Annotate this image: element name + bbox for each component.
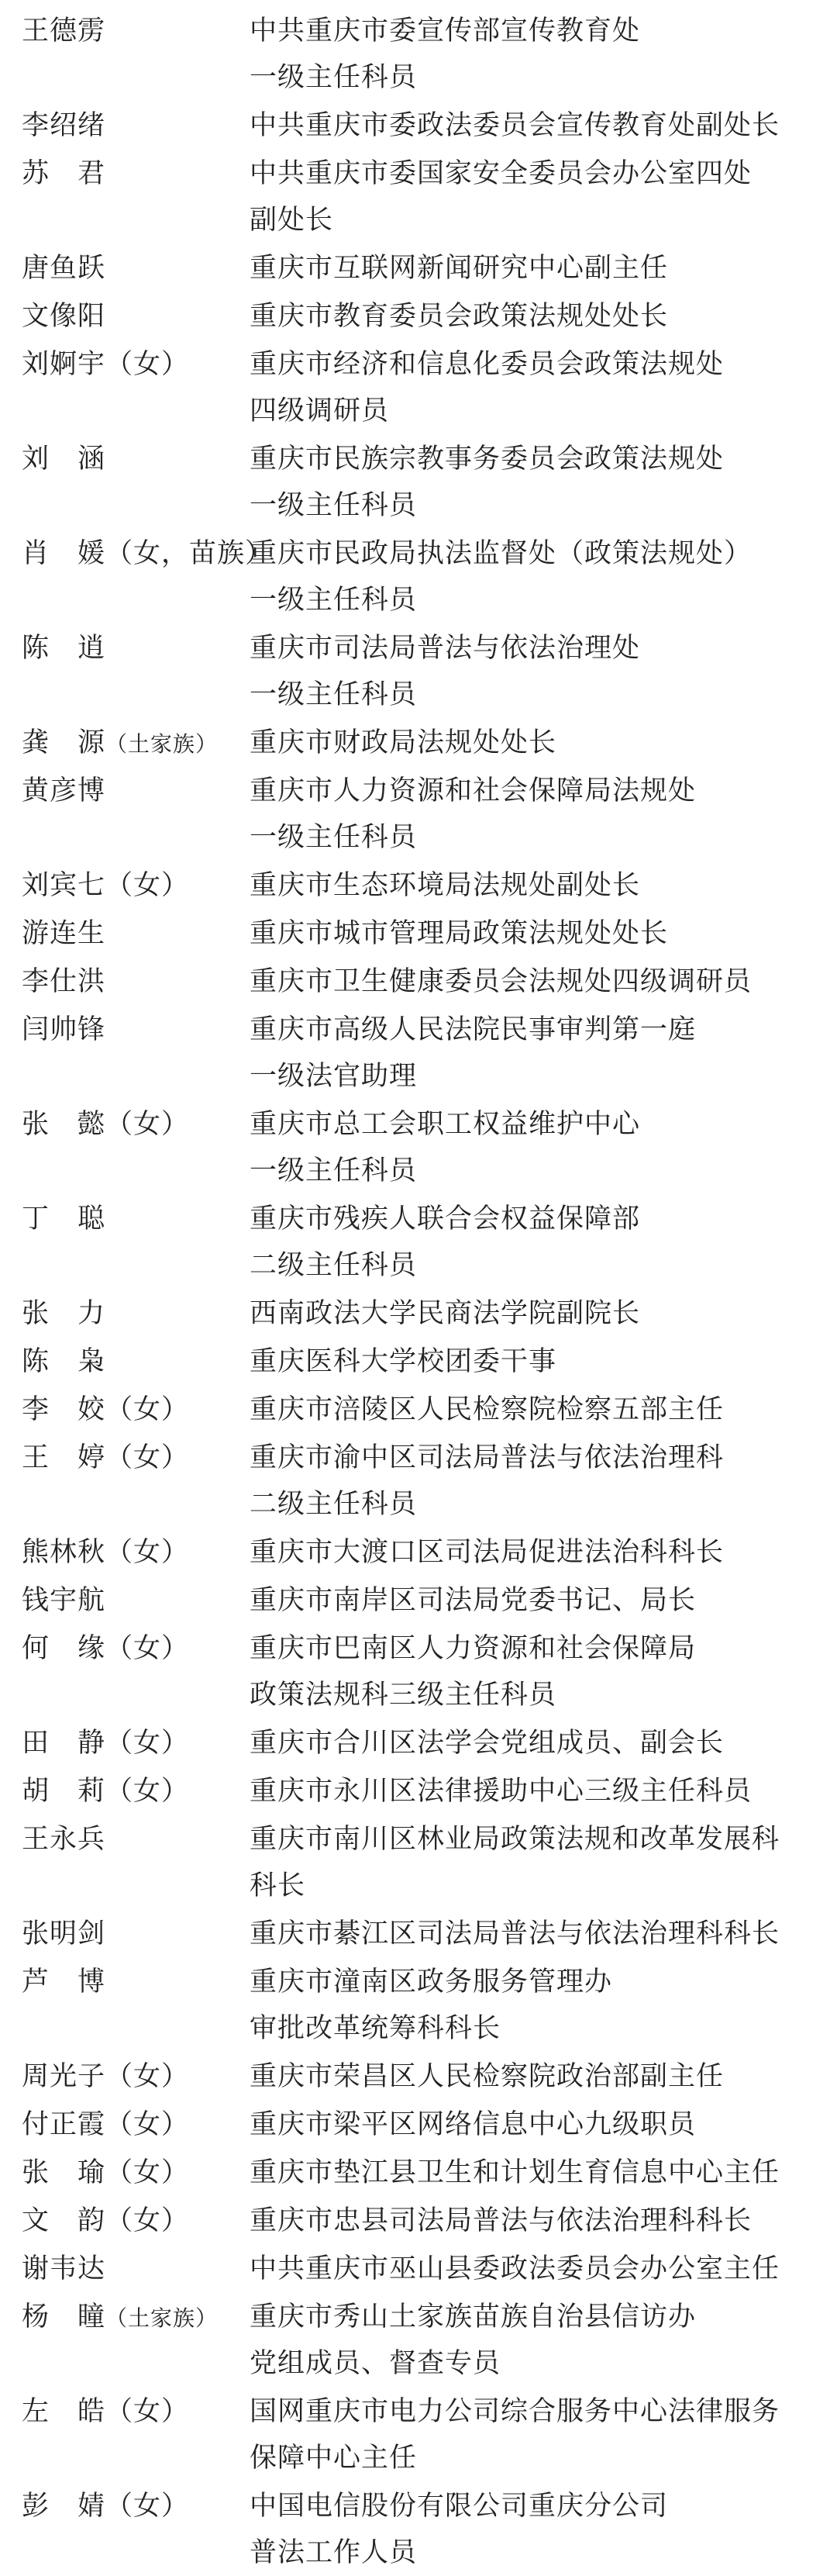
position-line: 重庆市大渡口区司法局促进法治科科长 <box>250 1537 725 1568</box>
person-position <box>250 1577 823 1624</box>
position-line: 重庆市财政局法规处处长 <box>250 727 557 758</box>
person-position <box>250 910 823 957</box>
person-name-text: 闫帅锋 <box>22 1014 106 1045</box>
person-position <box>250 245 823 292</box>
person-name <box>22 150 105 197</box>
person-position <box>250 2294 823 2387</box>
position-line: 副处长 <box>250 205 334 236</box>
person-position <box>250 1101 823 1194</box>
list-item <box>0 625 837 718</box>
person-name <box>22 1959 105 2005</box>
position-line: 重庆市秀山土家族苗族自治县信访办 <box>250 2301 697 2333</box>
position-line: 一级主任科员 <box>250 679 418 710</box>
position-line: 重庆市巴南区人力资源和社会保障局 <box>250 1633 697 1664</box>
position-line: 政策法规科三级主任科员 <box>250 1680 557 1711</box>
person-position <box>250 293 823 340</box>
person-note: （女，苗族） <box>105 538 274 569</box>
position-line: 重庆市经济和信息化委员会政策法规处 <box>250 349 725 380</box>
person-name <box>22 1007 105 1053</box>
person-name <box>22 341 189 388</box>
position-line: 重庆市人力资源和社会保障局法规处 <box>250 775 697 806</box>
list-item <box>0 1338 837 1385</box>
list-item <box>0 1720 837 1766</box>
person-name-text: 丁 聪 <box>22 1203 106 1234</box>
list-item <box>0 1290 837 1337</box>
person-name-text: 李 姣 <box>22 1394 106 1425</box>
position-line: 四级调研员 <box>250 395 390 426</box>
list-item <box>0 1816 837 1909</box>
list-item <box>0 530 837 623</box>
list-item <box>0 1007 837 1100</box>
person-name <box>22 1290 105 1337</box>
person-name <box>22 245 105 292</box>
person-position <box>250 1386 823 1433</box>
person-name-text: 左 皓 <box>22 2396 106 2427</box>
person-name-text: 熊林秋 <box>22 1537 106 1568</box>
position-line: 重庆市总工会职工权益维护中心 <box>250 1109 641 1140</box>
person-position <box>250 102 823 149</box>
person-position <box>250 1816 823 1909</box>
position-line: 重庆市残疾人联合会权益保障部 <box>250 1203 641 1234</box>
person-name-text: 钱宇航 <box>22 1585 106 1616</box>
list-item <box>0 341 837 434</box>
person-name-text: 陈 枭 <box>22 1346 106 1377</box>
person-note: （女） <box>105 1109 190 1140</box>
person-name-text: 芦 博 <box>22 1967 106 1998</box>
person-position <box>250 1911 823 1957</box>
person-name-text: 胡 莉 <box>22 1776 106 1807</box>
position-line: 重庆医科大学校团委干事 <box>250 1346 557 1377</box>
position-line: 重庆市梁平区网络信息中心九级职员 <box>250 2109 697 2140</box>
list-item <box>0 2246 837 2292</box>
person-note: （女） <box>105 1537 190 1568</box>
person-position <box>250 2483 823 2576</box>
list-item <box>0 1959 837 2052</box>
position-line: 重庆市綦江区司法局普法与依法治理科科长 <box>250 1918 780 1949</box>
person-note: （女） <box>105 1394 190 1425</box>
person-name <box>22 2053 189 2100</box>
position-line: 重庆市南岸区司法局党委书记、局长 <box>250 1585 697 1616</box>
position-line: 二级主任科员 <box>250 1250 418 1281</box>
list-item <box>0 910 837 957</box>
person-name <box>22 293 105 340</box>
list-item <box>0 245 837 292</box>
person-name <box>22 1196 105 1242</box>
person-position <box>250 1529 823 1576</box>
list-item <box>0 958 837 1005</box>
position-line: 一级主任科员 <box>250 822 418 853</box>
person-note: （女） <box>105 2396 190 2427</box>
position-line: 重庆市潼南区政务服务管理办 <box>250 1967 613 1998</box>
list-item <box>0 1768 837 1815</box>
person-name <box>22 625 105 672</box>
person-position <box>250 1768 823 1815</box>
person-position <box>250 1720 823 1766</box>
position-line: 一级法官助理 <box>250 1061 418 1092</box>
position-line: 重庆市合川区法学会党组成员、副会长 <box>250 1728 725 1759</box>
person-name <box>22 436 105 482</box>
position-line: 重庆市永川区法律援助中心三级主任科员 <box>250 1776 753 1807</box>
person-note: （女） <box>105 2491 190 2522</box>
person-note: （女） <box>105 1633 190 1664</box>
person-name <box>22 1911 105 1957</box>
person-name-text: 文 韵 <box>22 2205 106 2236</box>
position-line: 中共重庆市委政法委员会宣传教育处副处长 <box>250 110 780 141</box>
person-position <box>250 8 823 101</box>
list-item <box>0 2053 837 2100</box>
position-line: 重庆市卫生健康委员会法规处四级调研员 <box>250 966 753 997</box>
person-position <box>250 436 823 529</box>
list-item <box>0 720 837 766</box>
position-line: 一级主任科员 <box>250 585 418 616</box>
person-name <box>22 2388 189 2435</box>
position-line: 国网重庆市电力公司综合服务中心法律服务 <box>250 2396 780 2427</box>
person-name <box>22 1338 105 1385</box>
position-line: 中国电信股份有限公司重庆分公司 <box>250 2491 669 2522</box>
position-line: 中共重庆市委宣传部宣传教育处 <box>250 16 641 47</box>
list-item <box>0 1625 837 1718</box>
position-line: 二级主任科员 <box>250 1489 418 1520</box>
position-line: 中共重庆市巫山县委政法委员会办公室主任 <box>250 2253 780 2284</box>
person-name-text: 田 静 <box>22 1728 106 1759</box>
person-position <box>250 1435 823 1528</box>
position-line: 保障中心主任 <box>250 2443 418 2474</box>
list-item <box>0 2294 837 2387</box>
person-name <box>22 102 105 149</box>
person-name-text: 刘宾七 <box>22 870 106 901</box>
person-name-text: 文像阳 <box>22 301 106 332</box>
person-name <box>22 1768 189 1815</box>
person-note: （女） <box>105 1776 190 1807</box>
position-line: 中共重庆市委国家安全委员会办公室四处 <box>250 158 753 189</box>
person-position <box>250 1625 823 1718</box>
list-item <box>0 8 837 101</box>
person-note: （女） <box>105 2205 190 2236</box>
person-position <box>250 2388 823 2481</box>
person-note: （女） <box>105 1442 190 1473</box>
list-item <box>0 1101 837 1194</box>
person-name <box>22 1577 105 1624</box>
person-name <box>22 2294 218 2342</box>
list-item <box>0 2483 837 2576</box>
position-line: 重庆市互联网新闻研究中心副主任 <box>250 253 669 284</box>
person-position <box>250 1338 823 1385</box>
person-name <box>22 1529 189 1576</box>
person-name-text: 张明剑 <box>22 1918 106 1949</box>
person-position <box>250 2101 823 2148</box>
person-position <box>250 2198 823 2244</box>
list-item <box>0 293 837 340</box>
person-name-text: 张 力 <box>22 1298 106 1329</box>
person-name <box>22 910 105 957</box>
list-item <box>0 1577 837 1624</box>
person-name <box>22 862 189 909</box>
person-name-text: 苏 君 <box>22 158 106 189</box>
position-line: 重庆市城市管理局政策法规处处长 <box>250 918 669 949</box>
person-name-text: 游连生 <box>22 918 106 949</box>
person-name-text: 唐鱼跃 <box>22 253 106 284</box>
person-position <box>250 720 823 766</box>
position-line: 重庆市高级人民法院民事审判第一庭 <box>250 1014 697 1045</box>
position-line: 重庆市垫江县卫生和计划生育信息中心主任 <box>250 2157 780 2188</box>
person-position <box>250 2246 823 2292</box>
position-line: 普法工作人员 <box>250 2537 418 2568</box>
person-name-text: 彭 婧 <box>22 2491 106 2522</box>
person-name <box>22 768 105 814</box>
person-name <box>22 1435 189 1481</box>
list-item <box>0 436 837 529</box>
position-line: 重庆市渝中区司法局普法与依法治理科 <box>250 1442 725 1473</box>
person-name <box>22 530 273 577</box>
list-item <box>0 2388 837 2481</box>
position-line: 党组成员、督查专员 <box>250 2348 501 2379</box>
list-item <box>0 2150 837 2196</box>
person-name-text: 李绍绪 <box>22 110 106 141</box>
list-item <box>0 1435 837 1528</box>
position-line: 一级主任科员 <box>250 490 418 521</box>
person-name-text: 杨 瞳 <box>22 2301 106 2333</box>
position-line: 重庆市涪陵区人民检察院检察五部主任 <box>250 1394 725 1425</box>
list-item <box>0 862 837 909</box>
person-name-text: 刘婀宇 <box>22 349 106 380</box>
person-name <box>22 2150 189 2196</box>
person-note: （土家族） <box>105 2305 219 2331</box>
list-item <box>0 1529 837 1576</box>
person-position <box>250 1196 823 1289</box>
person-name-text: 张 瑜 <box>22 2157 106 2188</box>
list-item <box>0 1911 837 1957</box>
position-line: 一级主任科员 <box>250 62 418 93</box>
person-name-text: 黄彦博 <box>22 775 106 806</box>
person-name-text: 周光子 <box>22 2061 106 2092</box>
person-position <box>250 1007 823 1100</box>
person-position <box>250 862 823 909</box>
position-line: 重庆市民政局执法监督处（政策法规处） <box>250 538 753 569</box>
person-position <box>250 2053 823 2100</box>
position-line: 西南政法大学民商法学院副院长 <box>250 1298 641 1329</box>
person-name <box>22 958 105 1005</box>
list-item <box>0 102 837 149</box>
person-name <box>22 2246 105 2292</box>
person-name <box>22 1625 189 1672</box>
person-name-text: 肖 媛 <box>22 538 106 569</box>
person-name <box>22 1720 189 1766</box>
person-position <box>250 625 823 718</box>
person-note: （女） <box>105 870 190 901</box>
person-note: （女） <box>105 1728 190 1759</box>
position-line: 重庆市生态环境局法规处副处长 <box>250 870 641 901</box>
position-line: 科长 <box>250 1870 306 1901</box>
position-line: 一级主任科员 <box>250 1155 418 1186</box>
position-line: 重庆市忠县司法局普法与依法治理科科长 <box>250 2205 753 2236</box>
person-position <box>250 530 823 623</box>
person-name <box>22 720 218 768</box>
person-note: （女） <box>105 2157 190 2188</box>
position-line: 重庆市南川区林业局政策法规和改革发展科 <box>250 1824 780 1855</box>
list-item <box>0 768 837 861</box>
list-item <box>0 1196 837 1289</box>
person-name <box>22 1101 189 1148</box>
list-item <box>0 2198 837 2244</box>
list-item <box>0 1386 837 1433</box>
person-position <box>250 1290 823 1337</box>
person-name <box>22 2198 189 2244</box>
person-note: （女） <box>105 2109 190 2140</box>
person-position <box>250 958 823 1005</box>
person-name-text: 付正霞 <box>22 2109 106 2140</box>
person-name-text: 谢韦达 <box>22 2253 106 2284</box>
position-line: 重庆市民族宗教事务委员会政策法规处 <box>250 444 725 475</box>
person-note: （女） <box>105 2061 190 2092</box>
person-name-text: 王 婷 <box>22 1442 106 1473</box>
person-position <box>250 2150 823 2196</box>
person-position <box>250 150 823 243</box>
person-name <box>22 2483 189 2529</box>
person-note: （土家族） <box>105 731 219 757</box>
person-name-text: 龚 源 <box>22 727 106 758</box>
person-name-text: 李仕洪 <box>22 966 106 997</box>
person-name-text: 王永兵 <box>22 1824 106 1855</box>
position-line: 审批改革统筹科科长 <box>250 2013 501 2044</box>
position-line: 重庆市司法局普法与依法治理处 <box>250 633 641 664</box>
person-name-text: 何 缘 <box>22 1633 106 1664</box>
person-note: （女） <box>105 349 190 380</box>
person-name <box>22 1816 105 1863</box>
person-name-text: 张 懿 <box>22 1109 106 1140</box>
person-position <box>250 341 823 434</box>
person-name <box>22 2101 189 2148</box>
list-item <box>0 2101 837 2148</box>
person-name <box>22 8 105 54</box>
position-line: 重庆市荣昌区人民检察院政治部副主任 <box>250 2061 725 2092</box>
person-name-text: 王德雳 <box>22 16 106 47</box>
person-position <box>250 1959 823 2052</box>
position-line: 重庆市教育委员会政策法规处处长 <box>250 301 669 332</box>
person-position <box>250 768 823 861</box>
person-name-text: 刘 涵 <box>22 444 106 475</box>
person-name-text: 陈 逍 <box>22 633 106 664</box>
person-name <box>22 1386 189 1433</box>
list-item <box>0 150 837 243</box>
